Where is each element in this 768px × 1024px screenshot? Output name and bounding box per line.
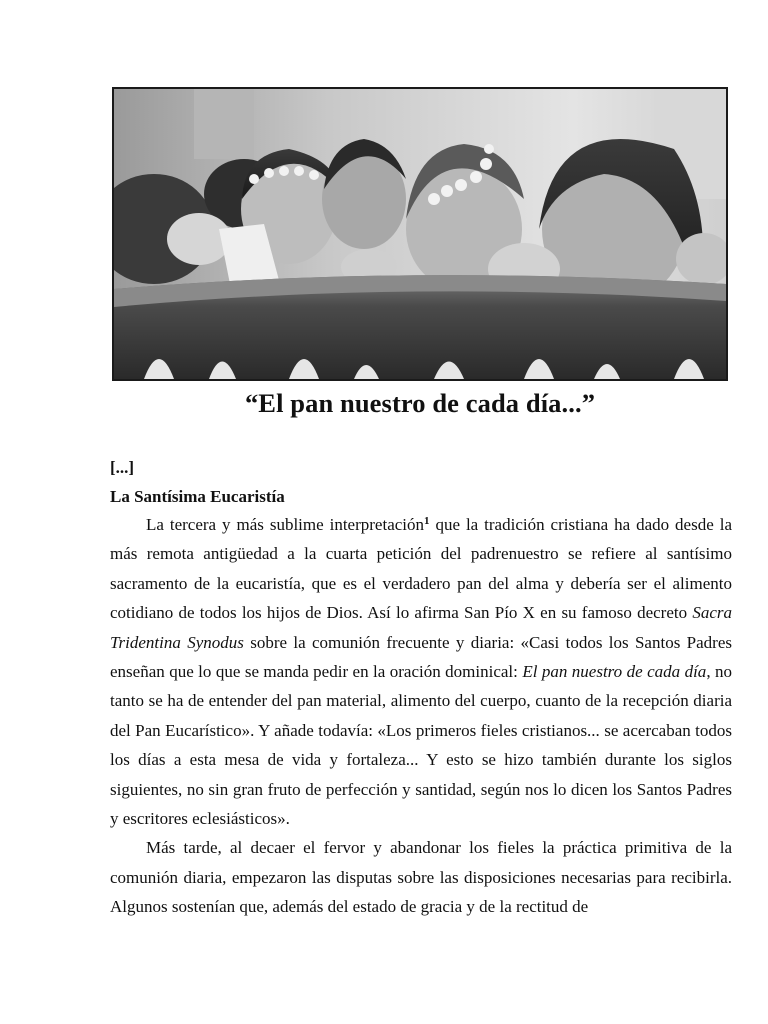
page-title: “El pan nuestro de cada día...”	[244, 388, 596, 418]
photo-illustration	[114, 89, 726, 379]
footnote-marker[interactable]: 1	[424, 515, 430, 527]
decree-title: Sacra Tridentina Synodus	[110, 603, 732, 652]
paragraph-2: Más tarde, al decaer el fervor y abandonar los fieles la práctica primitiva de la comunión diaria, empezaron las disputas sobre las disposiciones necesarias para recibirla. Algunos sostenían que, además del estado de gracia y de la rectitud de	[110, 838, 732, 917]
praying-children-photo	[112, 87, 728, 381]
prayer-quote: El pan nuestro de cada día	[522, 662, 707, 682]
paragraph-1-part-4: , no tanto se ha de entender del pan material, alimento del cuerpo, cuanto de la recepción diaria del Pan Eucarístico». Y añade todavía: «Los primeros fieles cristianos... se acercaban todos los días a esta mesa de vida y fortaleza... Y esto se hizo también durante los siglos siguientes, no sin gran fruto de perfección y santidad, según nos lo dicen los Santos Padres y escritores eclesiásticos».	[110, 662, 733, 829]
paragraph-1-part-2: que la tradición cristiana ha dado desde la más remota antigüedad a la cuarta petición del padrenuestro se refiere al santísimo sacramento de la eucaristía, que es el verdadero pan del alma y debería ser el alimento cotidiano de todos los hijos de Dios. Así lo afirma San Pío X en su famoso decreto	[110, 515, 732, 623]
paragraph-1	[110, 510, 732, 833]
paragraph-1-part-1: La tercera y más sublime interpretación	[146, 515, 425, 534]
body-text	[110, 510, 732, 922]
omission-marker: [...]	[110, 458, 135, 477]
paragraph-1-part-3: sobre la comunión frecuente y diaria: «Casi todos los Santos Padres enseñan que lo que se manda pedir en la oración dominical:	[110, 632, 732, 682]
section-heading: La Santísima Eucaristía	[110, 487, 285, 506]
